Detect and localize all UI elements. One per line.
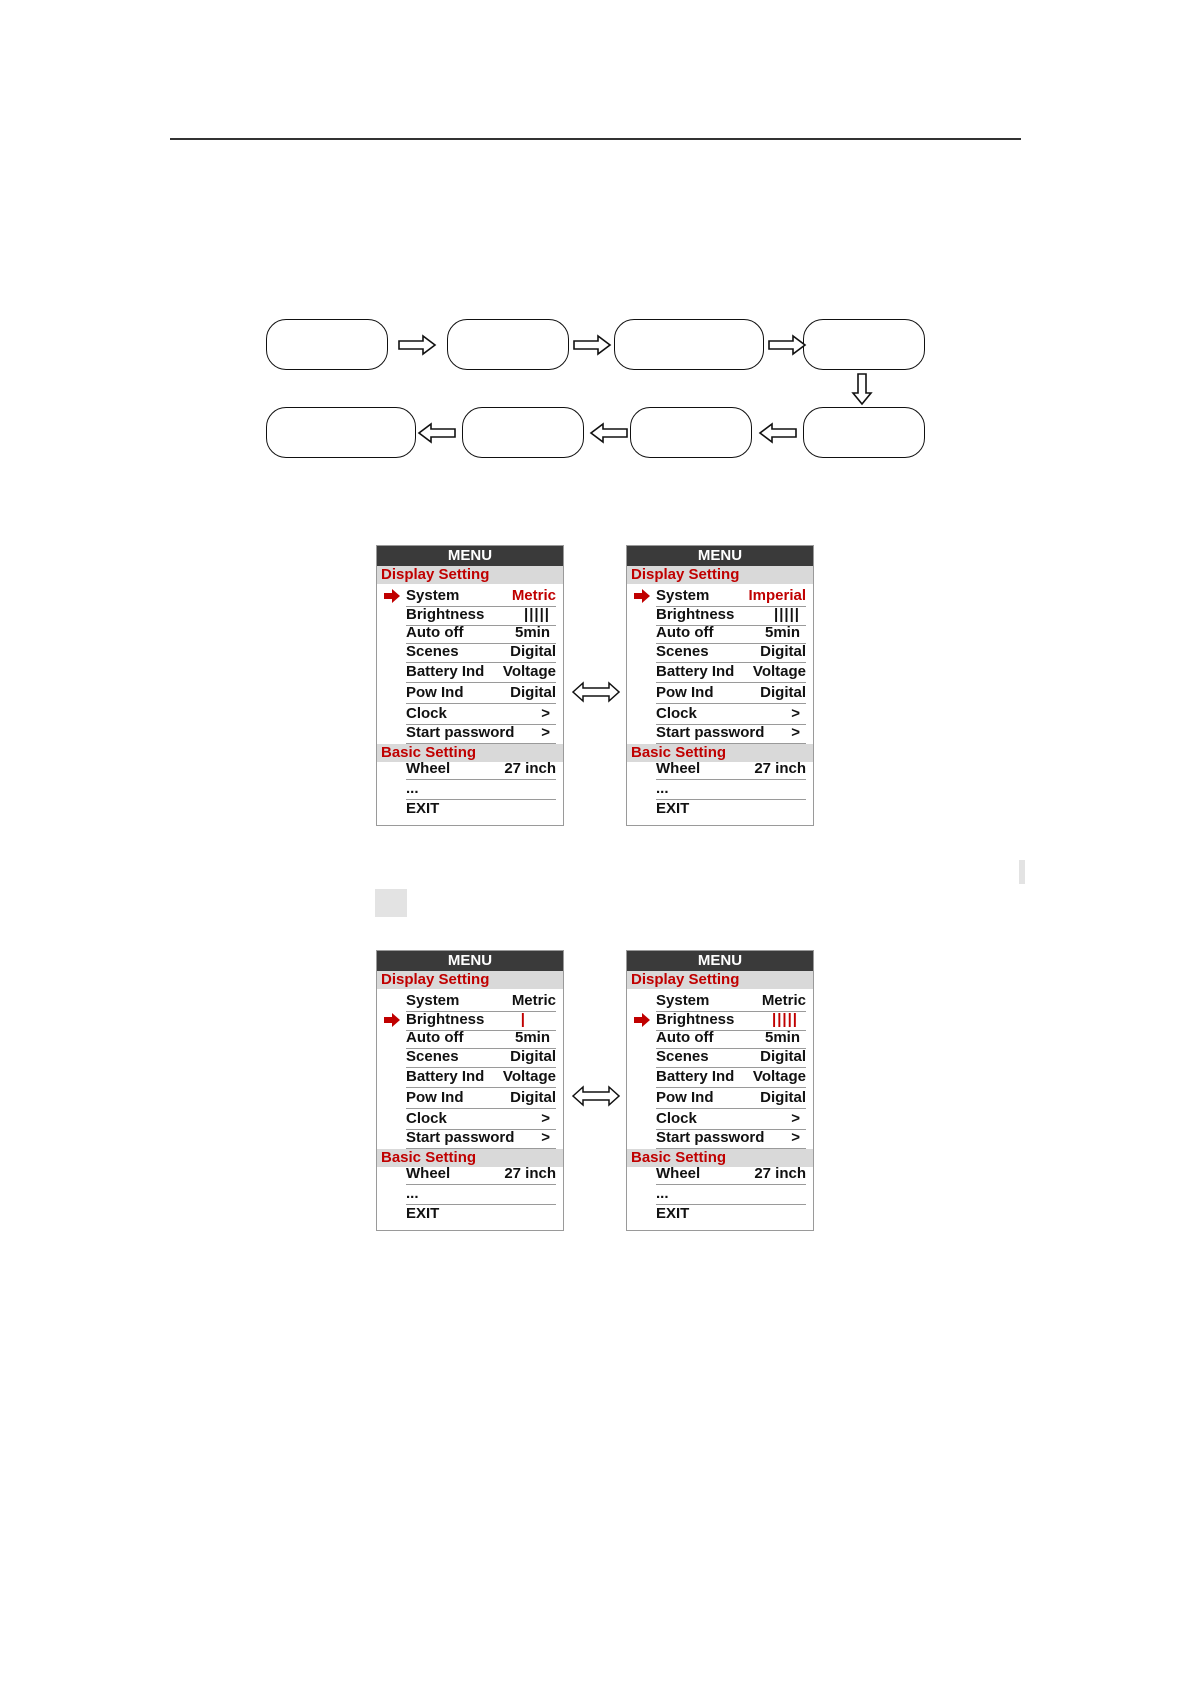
section-header-display: Display Setting bbox=[377, 566, 563, 584]
menu-item[interactable] bbox=[656, 780, 806, 800]
menu-item[interactable] bbox=[406, 992, 556, 1012]
menu-item-label: Start password bbox=[406, 724, 515, 741]
red-right-arrow-icon bbox=[634, 1013, 650, 1027]
menu-panel bbox=[376, 545, 564, 826]
menu-item[interactable] bbox=[656, 1129, 806, 1149]
menu-item[interactable] bbox=[656, 587, 806, 607]
menu-item[interactable] bbox=[406, 1089, 556, 1109]
flow-box-8 bbox=[266, 407, 416, 458]
menu-item-value: Digital bbox=[510, 1048, 556, 1065]
menu-item-label: System bbox=[656, 992, 710, 1009]
menu-item[interactable] bbox=[406, 624, 556, 644]
flow-arrow-right-icon bbox=[768, 335, 806, 355]
red-right-arrow-icon bbox=[384, 589, 400, 603]
exit-item[interactable] bbox=[656, 1205, 806, 1224]
double-headed-arrow-icon bbox=[572, 681, 620, 703]
menu-item-value: ||||| bbox=[774, 606, 800, 623]
menu-item-label: ... bbox=[406, 1185, 419, 1202]
flow-box-1 bbox=[266, 319, 388, 370]
menu-item[interactable] bbox=[406, 1129, 556, 1149]
gray-marker bbox=[1019, 860, 1025, 884]
menu-item-value: Metric bbox=[761, 992, 806, 1009]
double-headed-arrow-icon bbox=[572, 1085, 620, 1107]
menu-item-label: Pow Ind bbox=[406, 684, 464, 701]
menu-item-label: Battery Ind bbox=[406, 1068, 485, 1085]
flow-arrow-right-icon bbox=[398, 335, 436, 355]
menu-item-value: > bbox=[791, 705, 800, 722]
menu-item-label: Scenes bbox=[406, 643, 459, 660]
menu-item-label: System bbox=[406, 587, 460, 604]
menu-item[interactable] bbox=[406, 760, 556, 780]
flow-arrow-left-icon bbox=[418, 423, 456, 443]
menu-item-label: Clock bbox=[406, 705, 447, 722]
menu-item[interactable] bbox=[656, 684, 806, 704]
menu-item-label: Battery Ind bbox=[406, 663, 485, 680]
menu-item[interactable] bbox=[656, 606, 806, 626]
menu-item-value: 5min bbox=[764, 1029, 800, 1046]
menu-item-label: ... bbox=[406, 780, 419, 797]
menu-item[interactable] bbox=[406, 705, 556, 725]
menu-item-value: Digital bbox=[760, 1048, 806, 1065]
flow-arrow-left-icon bbox=[590, 423, 628, 443]
menu-item-value: > bbox=[541, 1129, 550, 1146]
section-header-display: Display Setting bbox=[627, 566, 813, 584]
section-header-basic: Basic Setting bbox=[377, 744, 563, 762]
menu-item-value: ||||| bbox=[524, 606, 550, 623]
flow-box-5 bbox=[803, 407, 925, 458]
menu-item-label: EXIT bbox=[406, 800, 440, 817]
menu-title: MENU bbox=[377, 951, 563, 971]
menu-item-label: ... bbox=[656, 1185, 669, 1202]
menu-item-label: Start password bbox=[656, 724, 765, 741]
menu-item-value: 5min bbox=[514, 1029, 550, 1046]
menu-item-label: Battery Ind bbox=[656, 1068, 735, 1085]
menu-item-label: Scenes bbox=[656, 643, 709, 660]
menu-item[interactable] bbox=[656, 663, 806, 683]
menu-item-label: Brightness bbox=[406, 606, 485, 623]
menu-item-label: ... bbox=[656, 780, 669, 797]
menu-item-label: Auto off bbox=[406, 624, 464, 641]
section-header-basic: Basic Setting bbox=[627, 1149, 813, 1167]
flow-box-3 bbox=[614, 319, 764, 370]
menu-item-value: Metric bbox=[511, 992, 556, 1009]
menu-item[interactable] bbox=[406, 643, 556, 663]
menu-item-label: Clock bbox=[656, 1110, 697, 1127]
menu-title: MENU bbox=[627, 546, 813, 566]
header-rule bbox=[170, 138, 1021, 140]
red-right-arrow-icon bbox=[634, 589, 650, 603]
menu-item-value: > bbox=[791, 1129, 800, 1146]
flow-arrow-right-icon bbox=[573, 335, 611, 355]
menu-item-value: 27 inch bbox=[504, 760, 556, 777]
menu-item[interactable] bbox=[656, 624, 806, 644]
menu-item-value: 27 inch bbox=[754, 1165, 806, 1182]
menu-item-value: Digital bbox=[510, 643, 556, 660]
menu-item[interactable] bbox=[656, 1048, 806, 1068]
menu-item-value: Digital bbox=[510, 1089, 556, 1106]
menu-item[interactable] bbox=[656, 1185, 806, 1205]
menu-item[interactable] bbox=[656, 1029, 806, 1049]
menu-item-label: Scenes bbox=[656, 1048, 709, 1065]
menu-item[interactable] bbox=[406, 1110, 556, 1130]
menu-item-label: Start password bbox=[406, 1129, 515, 1146]
menu-item-value: > bbox=[791, 724, 800, 741]
section-header-basic: Basic Setting bbox=[627, 744, 813, 762]
menu-item-label: Wheel bbox=[406, 1165, 451, 1182]
menu-item-value: 5min bbox=[514, 624, 550, 641]
menu-item-value: Digital bbox=[510, 684, 556, 701]
menu-item[interactable] bbox=[406, 1185, 556, 1205]
menu-item[interactable] bbox=[656, 643, 806, 663]
menu-item[interactable] bbox=[656, 1165, 806, 1185]
menu-item-label: Brightness bbox=[406, 1011, 485, 1028]
red-right-arrow-icon bbox=[384, 1013, 400, 1027]
menu-item-value: > bbox=[541, 724, 550, 741]
menu-item-label: Wheel bbox=[656, 760, 701, 777]
menu-item-label: Battery Ind bbox=[656, 663, 735, 680]
menu-item-label: Brightness bbox=[656, 1011, 735, 1028]
menu-item[interactable] bbox=[656, 1011, 806, 1031]
menu-panel bbox=[626, 545, 814, 826]
menu-item[interactable] bbox=[406, 663, 556, 683]
menu-item[interactable] bbox=[656, 705, 806, 725]
menu-item-value: Digital bbox=[760, 643, 806, 660]
menu-item[interactable] bbox=[406, 1029, 556, 1049]
menu-item-label: System bbox=[406, 992, 460, 1009]
menu-item-label: Brightness bbox=[656, 606, 735, 623]
menu-item-label: Pow Ind bbox=[406, 1089, 464, 1106]
menu-item[interactable] bbox=[656, 992, 806, 1012]
menu-item[interactable] bbox=[406, 1011, 556, 1031]
menu-item[interactable] bbox=[656, 1068, 806, 1088]
section-header-display: Display Setting bbox=[377, 971, 563, 989]
menu-item[interactable] bbox=[406, 684, 556, 704]
menu-item-value: ||||| bbox=[772, 1011, 798, 1028]
flow-arrow-left-icon bbox=[759, 423, 797, 443]
menu-item-value: Voltage bbox=[502, 1068, 556, 1085]
menu-item-label: Clock bbox=[406, 1110, 447, 1127]
menu-item-value: Voltage bbox=[752, 663, 806, 680]
menu-item-label: Wheel bbox=[406, 760, 451, 777]
flow-box-7 bbox=[462, 407, 584, 458]
menu-item[interactable] bbox=[406, 1048, 556, 1068]
menu-item[interactable] bbox=[406, 724, 556, 744]
menu-item-value: Voltage bbox=[752, 1068, 806, 1085]
menu-item-value: > bbox=[791, 1110, 800, 1127]
menu-item-value: 5min bbox=[764, 624, 800, 641]
exit-item[interactable] bbox=[406, 1205, 556, 1224]
menu-title: MENU bbox=[627, 951, 813, 971]
menu-item-label: Clock bbox=[656, 705, 697, 722]
menu-item[interactable] bbox=[406, 780, 556, 800]
menu-item-value: 27 inch bbox=[754, 760, 806, 777]
menu-panel bbox=[626, 950, 814, 1231]
menu-item-label: Pow Ind bbox=[656, 1089, 714, 1106]
gray-marker bbox=[375, 889, 407, 917]
flow-box-2 bbox=[447, 319, 569, 370]
menu-item-value: Digital bbox=[760, 684, 806, 701]
menu-item[interactable] bbox=[656, 1089, 806, 1109]
section-header-display: Display Setting bbox=[627, 971, 813, 989]
exit-item[interactable] bbox=[406, 800, 556, 819]
menu-item[interactable] bbox=[406, 1165, 556, 1185]
flow-box-4 bbox=[803, 319, 925, 370]
menu-item[interactable] bbox=[406, 606, 556, 626]
menu-item[interactable] bbox=[656, 724, 806, 744]
menu-item-label: EXIT bbox=[656, 800, 690, 817]
menu-item[interactable] bbox=[656, 1110, 806, 1130]
menu-item-value: Imperial bbox=[748, 587, 806, 604]
section-header-basic: Basic Setting bbox=[377, 1149, 563, 1167]
menu-item-label: EXIT bbox=[406, 1205, 440, 1222]
menu-item-value: > bbox=[541, 705, 550, 722]
menu-item[interactable] bbox=[406, 587, 556, 607]
menu-item-label: Auto off bbox=[406, 1029, 464, 1046]
menu-item-label: Auto off bbox=[656, 1029, 714, 1046]
menu-item-value: > bbox=[541, 1110, 550, 1127]
exit-item[interactable] bbox=[656, 800, 806, 819]
menu-item-value: Digital bbox=[760, 1089, 806, 1106]
menu-panel bbox=[376, 950, 564, 1231]
menu-item[interactable] bbox=[406, 1068, 556, 1088]
menu-item-label: Scenes bbox=[406, 1048, 459, 1065]
menu-item-value: Metric bbox=[511, 587, 556, 604]
flow-box-6 bbox=[630, 407, 752, 458]
menu-item-label: Pow Ind bbox=[656, 684, 714, 701]
menu-item-label: Start password bbox=[656, 1129, 765, 1146]
menu-item-label: Wheel bbox=[656, 1165, 701, 1182]
menu-item-label: EXIT bbox=[656, 1205, 690, 1222]
menu-item[interactable] bbox=[656, 760, 806, 780]
menu-item-label: Auto off bbox=[656, 624, 714, 641]
flow-arrow-down-icon bbox=[852, 373, 872, 405]
menu-item-value: Voltage bbox=[502, 663, 556, 680]
menu-item-label: System bbox=[656, 587, 710, 604]
menu-title: MENU bbox=[377, 546, 563, 566]
menu-item-value: 27 inch bbox=[504, 1165, 556, 1182]
menu-item-value: | bbox=[520, 1011, 526, 1028]
